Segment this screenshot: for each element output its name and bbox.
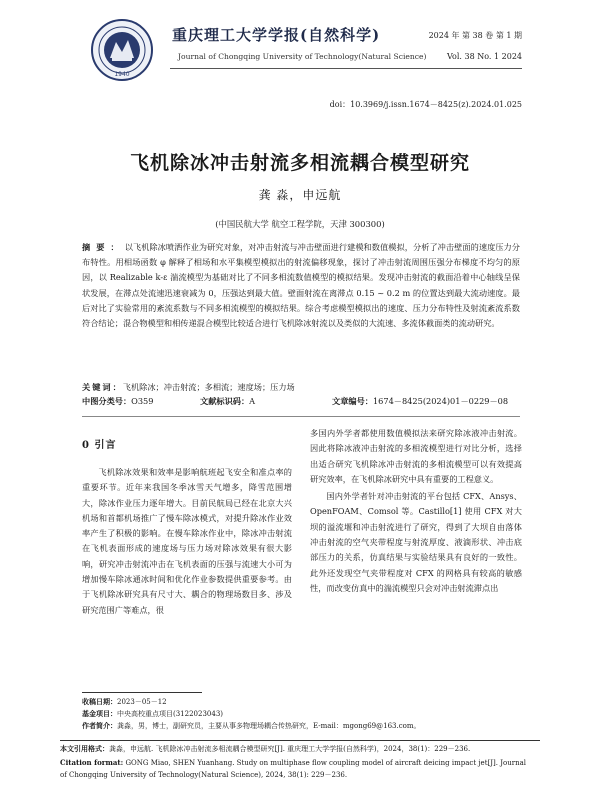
keywords-text: 飞机除冰；冲击射流；多相流；速度场；压力场: [122, 382, 295, 392]
clc-value: O359: [131, 396, 154, 406]
section-heading-intro: 0 引言: [82, 440, 117, 451]
footnote-rule: [82, 692, 202, 693]
section-divider: [82, 416, 520, 417]
keywords-label: 关键词：: [82, 382, 123, 392]
abstract-text: 以飞机除冰喷洒作业为研究对象，对冲击射流与冲击壁面进行建模和数值模拟，分析了冲击壁面的速度压力分布特性。用相场函数 φ 解释了相场和水平集模型模拟出的射流偏移现象，探讨了冲击射流周围压强分布梯度不均匀的原因，以 Realizable k-ε 湍流模型为基础对比了不同多相流数值模型的模拟结果。发现冲击射流的截面沿着中心轴线呈保状发展，在滞点处流速迅速衰减为 0，压强达到最大值。壁面射流在离滞点 0.15 ~ 0.2 m 的位置达到最大流动速度。最后对比了实验常用的紊流系数与不同多相流模型的模拟结果。综合考虑模型模拟出的速度、压力分布特性及射流紊流系数符合结论；混合物模型和相传递混合模型比较适合进行飞机除冰射流以及类似的大流速、多流体截面类的流动研究。: [82, 242, 520, 329]
intro-paragraph-3: 国内外学者针对冲击射流的平台包括 CFX、Ansys、OpenFOAM、Comsol 等。Castillo[1] 使用 CFX 对大坝的溢流堰和冲击射流进行了研究，得到了大坝自由落体冲击射流的空气夹带程度与射流厚度、液滴形状、冲击底部压力的关系，仿真结果与实验结果具有良好的一致性。此外还发现空气夹带程度对 CFX 的网格具有较高的敏感性，而改变仿真中的湍流模型只会对冲击射流滞点出: [310, 491, 522, 593]
doi: doi：10.3969/j.issn.1674－8425(z).2024.01.025: [329, 100, 522, 109]
volume-en: Vol. 38 No. 1 2024: [447, 52, 522, 61]
affiliation: (中国民航大学 航空工程学院，天津 300300): [215, 219, 385, 229]
keywords: [82, 380, 520, 394]
article-no-value: 1674－8425(2024)01－0229－08: [372, 396, 509, 406]
intro-paragraph-2: 多国内外学者都使用数值模拟法来研究除冰液冲击射流。因此将除冰液冲击射流的多相流模型进行对比分析，选择出适合研究飞机除冰冲击射流的多相流模型可以有效提高研究效率，在飞机除冰研究中具有重要的工程意义。: [310, 428, 522, 484]
citation-cn: 本文引用格式：龚淼，申远航. 飞机除冰冲击射流多相流耦合模型研究[J]. 重庆理工大学学报(自然科学)，2024，38(1)：229－236.: [60, 744, 471, 753]
journal-title-cn: 重庆理工大学学报(自然科学): [172, 26, 381, 44]
abstract-label: 摘要：: [82, 242, 125, 252]
abstract: [82, 240, 520, 331]
volume-cn: 2024 年 第 38 卷 第 1 期: [428, 31, 522, 40]
journal-title-en: Journal of Chongqing University of Technology(Natural Science): [178, 52, 427, 61]
article-no-label: 文章编号：: [332, 396, 373, 406]
footnote-fund: 基金项目：中央高校重点项目(3122023043): [82, 709, 223, 718]
body-right-column: [310, 426, 522, 596]
university-logo-icon: [90, 18, 154, 82]
header-rule: [170, 68, 522, 69]
journal-header: [0, 0, 600, 96]
doc-code-label: 文献标识码：: [200, 396, 250, 406]
body-left-column: [82, 436, 292, 618]
doc-code-value: A: [249, 396, 256, 406]
intro-paragraph-1: 飞机除冰效果和效率是影响航班起飞安全和准点率的重要环节。近年来我国冬季冰雪天气增多，降雪范围增大，除冰作业压力逐年增大。目前民航局已经在北京大兴机场和首都机场推广了慢车除冰模式，对提升除冰作业效率产生了积极的影响。在慢车除冰作业中，除冰冲击射流在飞机表面形成的速度场与压力场对除冰效果有很大影响，研究冲击射流冲击在飞机表面的压强与流速大小可为增加慢车除冰通冰时间和优化作业参数提供重要参考。由于飞机除冰研究具有尺寸大、耦合的物理场数目多、涉及研究范围广等难点，很: [82, 467, 292, 615]
logo-year: 1940: [114, 71, 130, 78]
clc-label: 中图分类号：: [82, 396, 132, 406]
footnote-received: 收稿日期：2023－05－12: [82, 697, 167, 706]
authors: 龚 淼，申远航: [258, 188, 342, 202]
citation-en: Citation format: GONG Miao, SHEN Yuanhang. Study on multiphase flow coupling model of aircraft deicing impact jet[J]. Journal of Chongqing University of Technology(Natural Science), 2024, 38(1): 229－236.: [60, 758, 527, 779]
paper-title: 飞机除冰冲击射流多相流耦合模型研究: [129, 152, 470, 174]
classification-row: [82, 394, 520, 408]
footnote-author: 作者简介：龚淼，男，博士，副研究员，主要从事多物理场耦合传热研究，E-mail：mgong69@163.com。: [82, 721, 421, 730]
citation-rule: [60, 740, 540, 741]
